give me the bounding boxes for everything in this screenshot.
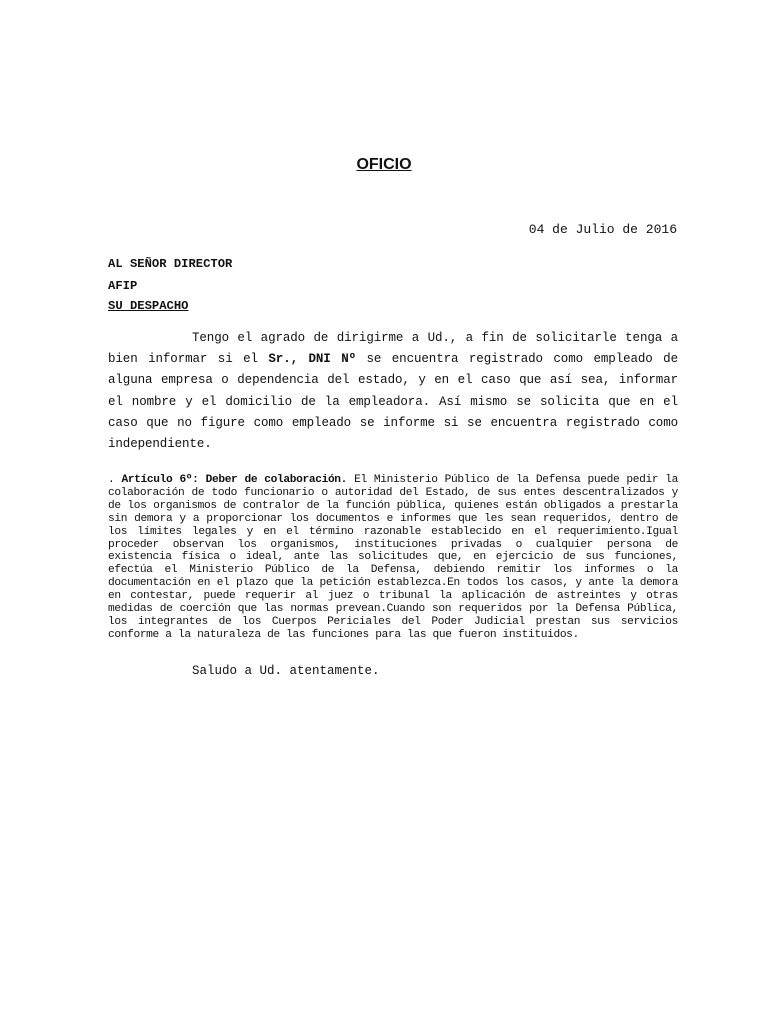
article-paragraph xyxy=(108,474,678,642)
request-bold-dni: DNI Nº xyxy=(308,352,356,367)
request-text-part-1: Tengo el agrado de dirigirme a Ud., a fin de solicitarle tenga a bien informar si el xyxy=(108,331,678,367)
article-text: El Ministerio Público de la Defensa puede pedir la colaboración de todo funcionario o autoridad del Estado, de sus entes descentralizados y de los organismos de contralor de la función pública, quienes están obligados a prestarla sin demora y a proporcionar los documentos e informes que les sean requeridos, dentro de los límites legales y en el término razonable establecido en el requerimiento.Igual proceder observan los organismos, instituciones privadas o cualquier persona de existencia física o ideal, ante las solicitudes que, en ejercicio de sus funciones, efectúa el Ministerio Público de la Defensa, debiendo remitir los informes o la documentación en el plazo que la petición establezca.En todos los casos, y ante la demora en contestar, puede requerir al juez o tribunal la aplicación de astreintes y otras medidas de coerción que las normas prevean.Cuando son requeridos por la Defensa Pública, los integrantes de los Cuerpos Periciales del Poder Judicial prestan sus servicios conforme a la naturaleza de las funciones para las que fueron instituidos. xyxy=(108,474,679,641)
article-prefix: . xyxy=(108,474,122,486)
request-text-part-3: se encuentra registrado como empleado de alguna empresa o dependencia del estado, y en el caso que así sea, informar el nombre y el domicilio de la empleadora. Así mismo se solicita que en el caso que no figure como empleado se informe si se encuentra registrado como independiente. xyxy=(108,352,678,452)
request-text-part-2 xyxy=(298,352,309,366)
recipient-line-1: AL SEÑOR DIRECTOR xyxy=(108,257,233,271)
recipient-line-2: AFIP xyxy=(108,279,138,293)
request-paragraph xyxy=(108,328,678,455)
closing-line: Saludo a Ud. atentamente. xyxy=(192,664,380,678)
request-bold-sr: Sr., xyxy=(268,352,298,367)
article-heading: Artículo 6º: Deber de colaboración. xyxy=(121,474,348,486)
document-title: OFICIO xyxy=(356,156,412,173)
document-date: 04 de Julio de 2016 xyxy=(528,222,677,237)
recipient-line-3: SU DESPACHO xyxy=(108,299,189,313)
